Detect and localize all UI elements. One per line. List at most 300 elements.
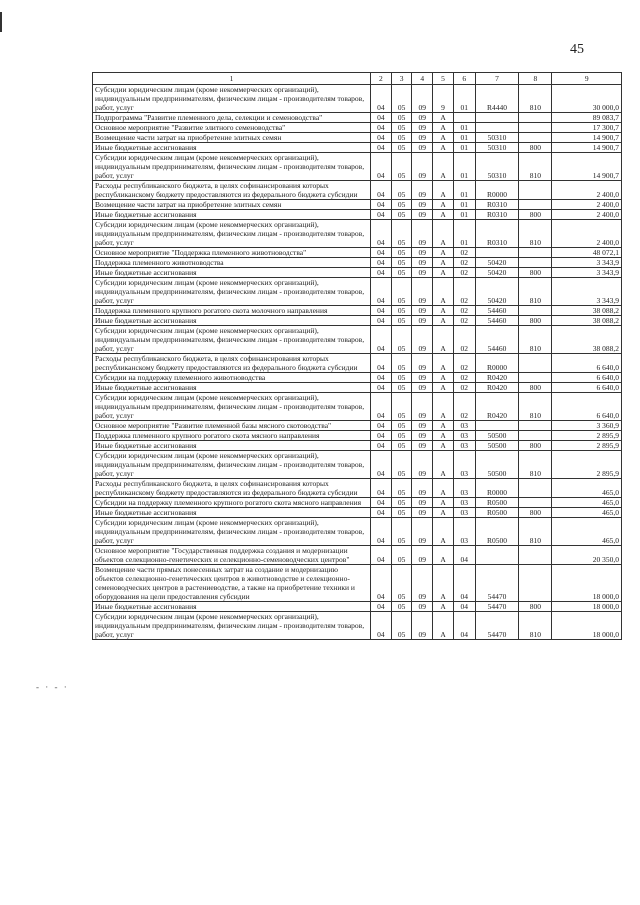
- row-code-2: 04: [370, 220, 391, 248]
- row-description: Субсидии юридическим лицам (кроме некоммерческих организаций), индивидуальным предпринимателям, физическим лицам - производителям товаров, работ, услуг: [93, 278, 371, 306]
- table-row: [93, 383, 622, 393]
- row-code-3: 05: [391, 123, 412, 133]
- row-amount: 48 072,1: [552, 248, 622, 258]
- row-code-3: 05: [391, 113, 412, 123]
- row-code-6: 04: [453, 546, 475, 565]
- row-amount: 465,0: [552, 479, 622, 498]
- row-code-6: 03: [453, 479, 475, 498]
- row-code-5: А: [433, 602, 454, 612]
- row-code-8: 810: [519, 278, 552, 306]
- row-description: Иные бюджетные ассигнования: [93, 383, 371, 393]
- row-code-6: 01: [453, 220, 475, 248]
- row-code-7: 50310: [475, 143, 519, 153]
- row-amount: 38 088,2: [552, 316, 622, 326]
- row-amount: 465,0: [552, 518, 622, 546]
- table-row: [93, 200, 622, 210]
- row-code-8: [519, 546, 552, 565]
- row-code-3: 05: [391, 421, 412, 431]
- row-code-2: 04: [370, 602, 391, 612]
- row-code-7: R0420: [475, 393, 519, 421]
- row-code-6: 02: [453, 393, 475, 421]
- row-code-6: 02: [453, 373, 475, 383]
- row-description: Поддержка племенного крупного рогатого скота мясного направления: [93, 431, 371, 441]
- row-code-3: 05: [391, 518, 412, 546]
- row-code-6: 01: [453, 153, 475, 181]
- table-row: [93, 85, 622, 113]
- row-code-3: 05: [391, 316, 412, 326]
- table-row: [93, 602, 622, 612]
- row-code-7: 50420: [475, 278, 519, 306]
- scan-edge-mark: [0, 12, 2, 32]
- row-code-5: А: [433, 498, 454, 508]
- row-code-6: 02: [453, 306, 475, 316]
- row-amount: 6 640,0: [552, 393, 622, 421]
- row-amount: 2 895,9: [552, 441, 622, 451]
- row-code-7: 50420: [475, 268, 519, 278]
- row-code-8: [519, 258, 552, 268]
- row-code-7: R4440: [475, 85, 519, 113]
- table-row: [93, 546, 622, 565]
- row-code-5: А: [433, 546, 454, 565]
- row-code-2: 04: [370, 431, 391, 441]
- header-cell-6: 6: [453, 73, 475, 85]
- row-code-6: 01: [453, 200, 475, 210]
- page-number: 45: [570, 42, 584, 57]
- row-code-2: 04: [370, 383, 391, 393]
- row-code-7: R0310: [475, 210, 519, 220]
- row-code-4: 09: [412, 508, 433, 518]
- table-row: [93, 508, 622, 518]
- row-code-3: 05: [391, 268, 412, 278]
- row-code-3: 05: [391, 508, 412, 518]
- row-code-4: 09: [412, 383, 433, 393]
- budget-table: [92, 72, 622, 640]
- row-code-4: 09: [412, 248, 433, 258]
- row-amount: 89 083,7: [552, 113, 622, 123]
- row-code-5: А: [433, 383, 454, 393]
- row-amount: 3 343,9: [552, 278, 622, 306]
- row-code-8: 810: [519, 220, 552, 248]
- row-code-8: 800: [519, 316, 552, 326]
- row-amount: 6 640,0: [552, 373, 622, 383]
- row-code-2: 04: [370, 508, 391, 518]
- row-code-7: [475, 248, 519, 258]
- row-code-3: 05: [391, 393, 412, 421]
- row-code-4: 09: [412, 181, 433, 200]
- row-code-6: 01: [453, 143, 475, 153]
- row-code-2: 04: [370, 306, 391, 316]
- table-row: [93, 326, 622, 354]
- row-code-6: 03: [453, 451, 475, 479]
- row-code-8: [519, 306, 552, 316]
- table-row: [93, 479, 622, 498]
- row-code-3: 05: [391, 612, 412, 640]
- table-row: [93, 441, 622, 451]
- table-row: [93, 518, 622, 546]
- row-code-4: 09: [412, 546, 433, 565]
- row-code-2: 04: [370, 546, 391, 565]
- row-code-7: R0500: [475, 498, 519, 508]
- row-code-5: А: [433, 258, 454, 268]
- row-description: Расходы республиканского бюджета, в целях софинансирования которых республиканскому бюджету предоставляются из федерального бюджета субсидии: [93, 181, 371, 200]
- row-code-3: 05: [391, 479, 412, 498]
- row-code-7: 54470: [475, 565, 519, 602]
- row-code-4: 09: [412, 153, 433, 181]
- row-code-2: 04: [370, 123, 391, 133]
- row-code-7: R0000: [475, 479, 519, 498]
- row-code-3: 05: [391, 326, 412, 354]
- table-row: [93, 220, 622, 248]
- row-description: Расходы республиканского бюджета, в целях софинансирования которых республиканскому бюджету предоставляются из федерального бюджета субсидии: [93, 479, 371, 498]
- row-code-2: 04: [370, 441, 391, 451]
- row-code-7: 54460: [475, 326, 519, 354]
- row-code-5: А: [433, 373, 454, 383]
- row-code-2: 04: [370, 200, 391, 210]
- row-code-7: R0000: [475, 181, 519, 200]
- row-amount: 2 895,9: [552, 431, 622, 441]
- row-code-5: А: [433, 421, 454, 431]
- margin-mark: - · - ·: [36, 682, 69, 692]
- row-code-8: 800: [519, 268, 552, 278]
- row-amount: 2 400,0: [552, 181, 622, 200]
- row-amount: 18 000,0: [552, 565, 622, 602]
- row-code-2: 04: [370, 393, 391, 421]
- row-description: Субсидии юридическим лицам (кроме некоммерческих организаций), индивидуальным предпринимателям, физическим лицам - производителям товаров, работ, услуг: [93, 393, 371, 421]
- header-cell-1: 1: [93, 73, 371, 85]
- row-code-6: 03: [453, 508, 475, 518]
- row-code-7: [475, 421, 519, 431]
- row-code-2: 04: [370, 258, 391, 268]
- row-code-4: 09: [412, 268, 433, 278]
- row-description: Субсидии юридическим лицам (кроме некоммерческих организаций), индивидуальным предпринимателям, физическим лицам - производителям товаров, работ, услуг: [93, 153, 371, 181]
- row-code-7: [475, 113, 519, 123]
- row-description: Поддержка племенного крупного рогатого скота молочного направления: [93, 306, 371, 316]
- row-code-3: 05: [391, 306, 412, 316]
- row-code-2: 04: [370, 248, 391, 258]
- row-description: Основное мероприятие "Развитие племенной базы мясного скотоводства": [93, 421, 371, 431]
- row-code-4: 09: [412, 354, 433, 373]
- row-code-8: 800: [519, 602, 552, 612]
- table-row: [93, 258, 622, 268]
- table-row: [93, 181, 622, 200]
- row-code-2: 04: [370, 181, 391, 200]
- row-amount: 2 400,0: [552, 210, 622, 220]
- row-amount: 6 640,0: [552, 383, 622, 393]
- row-code-2: 04: [370, 498, 391, 508]
- row-code-7: R0500: [475, 508, 519, 518]
- row-code-2: 04: [370, 153, 391, 181]
- row-code-3: 05: [391, 85, 412, 113]
- row-code-7: [475, 546, 519, 565]
- row-description: Иные бюджетные ассигнования: [93, 143, 371, 153]
- row-amount: 2 400,0: [552, 200, 622, 210]
- row-code-2: 04: [370, 479, 391, 498]
- row-code-8: 810: [519, 612, 552, 640]
- row-code-3: 05: [391, 354, 412, 373]
- row-code-5: А: [433, 143, 454, 153]
- row-code-4: 09: [412, 393, 433, 421]
- row-code-3: 05: [391, 210, 412, 220]
- row-code-4: 09: [412, 306, 433, 316]
- row-code-4: 09: [412, 200, 433, 210]
- row-code-2: 04: [370, 210, 391, 220]
- row-code-7: R0420: [475, 383, 519, 393]
- row-code-7: 50500: [475, 441, 519, 451]
- row-code-7: 54470: [475, 602, 519, 612]
- row-code-4: 09: [412, 479, 433, 498]
- header-cell-3: 3: [391, 73, 412, 85]
- row-description: Субсидии на поддержку племенного крупного рогатого скота мясного направления: [93, 498, 371, 508]
- row-code-3: 05: [391, 143, 412, 153]
- row-code-2: 04: [370, 268, 391, 278]
- row-code-4: 09: [412, 326, 433, 354]
- row-code-7: 50310: [475, 133, 519, 143]
- row-amount: 465,0: [552, 508, 622, 518]
- row-code-3: 05: [391, 278, 412, 306]
- row-description: Иные бюджетные ассигнования: [93, 268, 371, 278]
- table-row: [93, 306, 622, 316]
- row-code-8: [519, 479, 552, 498]
- row-code-8: 810: [519, 451, 552, 479]
- row-code-5: А: [433, 278, 454, 306]
- row-code-2: 04: [370, 85, 391, 113]
- row-amount: 14 900,7: [552, 153, 622, 181]
- row-code-2: 04: [370, 143, 391, 153]
- row-amount: 6 640,0: [552, 354, 622, 373]
- row-description: Поддержка племенного животноводства: [93, 258, 371, 268]
- row-code-6: 02: [453, 248, 475, 258]
- row-code-6: 02: [453, 326, 475, 354]
- row-code-4: 09: [412, 421, 433, 431]
- row-code-8: [519, 113, 552, 123]
- row-code-7: 50500: [475, 431, 519, 441]
- row-description: Субсидии юридическим лицам (кроме некоммерческих организаций), индивидуальным предпринимателям, физическим лицам - производителям товаров, работ, услуг: [93, 451, 371, 479]
- row-code-3: 05: [391, 498, 412, 508]
- row-description: Основное мероприятие "Развитие элитного семеноводства": [93, 123, 371, 133]
- table-row: [93, 153, 622, 181]
- row-code-4: 09: [412, 441, 433, 451]
- row-description: Субсидии на поддержку племенного животноводства: [93, 373, 371, 383]
- row-amount: 3 360,9: [552, 421, 622, 431]
- row-code-6: 01: [453, 123, 475, 133]
- row-description: Расходы республиканского бюджета, в целях софинансирования которых республиканскому бюджету предоставляются из федерального бюджета субсидии: [93, 354, 371, 373]
- row-code-6: 03: [453, 421, 475, 431]
- row-code-7: 54470: [475, 612, 519, 640]
- row-amount: 38 088,2: [552, 326, 622, 354]
- row-code-4: 09: [412, 85, 433, 113]
- row-description: Субсидии юридическим лицам (кроме некоммерческих организаций), индивидуальным предпринимателям, физическим лицам - производителям товаров, работ, услуг: [93, 518, 371, 546]
- row-amount: 2 895,9: [552, 451, 622, 479]
- row-code-5: А: [433, 113, 454, 123]
- row-code-2: 04: [370, 612, 391, 640]
- row-amount: 14 900,7: [552, 133, 622, 143]
- row-code-2: 04: [370, 373, 391, 383]
- table-row: [93, 421, 622, 431]
- row-code-6: 03: [453, 431, 475, 441]
- row-description: Иные бюджетные ассигнования: [93, 441, 371, 451]
- row-amount: 3 343,9: [552, 268, 622, 278]
- row-code-5: А: [433, 393, 454, 421]
- row-code-8: [519, 133, 552, 143]
- row-code-6: 04: [453, 565, 475, 602]
- row-code-8: 800: [519, 383, 552, 393]
- row-code-2: 04: [370, 565, 391, 602]
- row-code-5: А: [433, 451, 454, 479]
- row-code-6: 01: [453, 133, 475, 143]
- header-cell-7: 7: [475, 73, 519, 85]
- row-code-3: 05: [391, 441, 412, 451]
- row-code-2: 04: [370, 326, 391, 354]
- row-code-7: 54460: [475, 316, 519, 326]
- table-row: [93, 393, 622, 421]
- row-code-6: 04: [453, 612, 475, 640]
- row-code-8: [519, 373, 552, 383]
- row-code-3: 05: [391, 373, 412, 383]
- table-header-row: [93, 73, 622, 85]
- table-row: [93, 498, 622, 508]
- row-amount: 14 900,7: [552, 143, 622, 153]
- row-description: Основное мероприятие "Государственная поддержка создания и модернизации объектов селекционно-генетических и селекционно-семеноводческих центров": [93, 546, 371, 565]
- row-code-2: 04: [370, 354, 391, 373]
- row-code-5: А: [433, 181, 454, 200]
- table-row: [93, 316, 622, 326]
- row-code-8: 800: [519, 508, 552, 518]
- table-row: [93, 143, 622, 153]
- table-row: [93, 278, 622, 306]
- row-code-7: R0420: [475, 373, 519, 383]
- row-code-5: А: [433, 479, 454, 498]
- row-code-6: 02: [453, 383, 475, 393]
- table-row: [93, 451, 622, 479]
- row-code-6: 04: [453, 602, 475, 612]
- row-code-5: А: [433, 210, 454, 220]
- row-description: Субсидии юридическим лицам (кроме некоммерческих организаций), индивидуальным предпринимателям, физическим лицам - производителям товаров, работ, услуг: [93, 85, 371, 113]
- row-code-4: 09: [412, 612, 433, 640]
- table-row: [93, 123, 622, 133]
- table-row: [93, 248, 622, 258]
- row-code-4: 09: [412, 133, 433, 143]
- row-amount: 18 000,0: [552, 612, 622, 640]
- row-code-4: 09: [412, 278, 433, 306]
- header-cell-9: 9: [552, 73, 622, 85]
- row-code-5: А: [433, 220, 454, 248]
- row-amount: 30 000,0: [552, 85, 622, 113]
- row-code-3: 05: [391, 133, 412, 143]
- row-code-5: А: [433, 354, 454, 373]
- row-code-7: R0310: [475, 200, 519, 210]
- row-code-7: R0310: [475, 220, 519, 248]
- row-code-7: R0500: [475, 518, 519, 546]
- row-description: Иные бюджетные ассигнования: [93, 316, 371, 326]
- row-code-4: 09: [412, 113, 433, 123]
- header-cell-8: 8: [519, 73, 552, 85]
- row-code-5: А: [433, 268, 454, 278]
- row-code-3: 05: [391, 546, 412, 565]
- row-code-8: 810: [519, 518, 552, 546]
- row-code-8: 810: [519, 153, 552, 181]
- row-code-8: [519, 181, 552, 200]
- row-code-3: 05: [391, 258, 412, 268]
- row-code-5: А: [433, 316, 454, 326]
- row-description: Иные бюджетные ассигнования: [93, 602, 371, 612]
- row-code-5: А: [433, 248, 454, 258]
- row-code-5: А: [433, 153, 454, 181]
- row-code-8: [519, 200, 552, 210]
- row-code-3: 05: [391, 565, 412, 602]
- row-code-5: А: [433, 326, 454, 354]
- row-code-5: 9: [433, 85, 454, 113]
- row-amount: 2 400,0: [552, 220, 622, 248]
- row-code-5: А: [433, 441, 454, 451]
- row-code-8: 810: [519, 326, 552, 354]
- row-code-4: 09: [412, 123, 433, 133]
- row-description: Субсидии юридическим лицам (кроме некоммерческих организаций), индивидуальным предпринимателям, физическим лицам - производителям товаров, работ, услуг: [93, 326, 371, 354]
- row-code-2: 04: [370, 451, 391, 479]
- row-code-8: [519, 498, 552, 508]
- header-cell-5: 5: [433, 73, 454, 85]
- row-description: Возмещение части прямых понесенных затрат на создание и модернизацию объектов селекционно-генетических центров в животноводстве и селекционно-семеноводческих центров в растениеводстве, а также на приобретение техники и оборудования на цели предоставления субсидии: [93, 565, 371, 602]
- row-code-4: 09: [412, 258, 433, 268]
- row-code-4: 09: [412, 498, 433, 508]
- row-code-3: 05: [391, 451, 412, 479]
- row-code-6: 01: [453, 210, 475, 220]
- row-code-8: [519, 421, 552, 431]
- row-code-5: А: [433, 200, 454, 210]
- row-code-8: [519, 123, 552, 133]
- row-code-4: 09: [412, 431, 433, 441]
- row-code-4: 09: [412, 565, 433, 602]
- row-code-3: 05: [391, 383, 412, 393]
- row-code-6: 02: [453, 258, 475, 268]
- row-description: Подпрограмма "Развитие племенного дела, селекции и семеноводства": [93, 113, 371, 123]
- row-code-8: 800: [519, 441, 552, 451]
- row-code-7: 54460: [475, 306, 519, 316]
- row-code-2: 04: [370, 278, 391, 306]
- row-code-7: R0000: [475, 354, 519, 373]
- row-code-2: 04: [370, 133, 391, 143]
- row-description: Иные бюджетные ассигнования: [93, 508, 371, 518]
- row-code-7: [475, 123, 519, 133]
- row-description: Основное мероприятие "Поддержка племенного животноводства": [93, 248, 371, 258]
- row-code-7: 50310: [475, 153, 519, 181]
- row-amount: 18 000,0: [552, 602, 622, 612]
- row-code-5: А: [433, 123, 454, 133]
- row-code-3: 05: [391, 602, 412, 612]
- row-code-8: [519, 565, 552, 602]
- row-amount: 465,0: [552, 498, 622, 508]
- row-code-6: 03: [453, 498, 475, 508]
- row-description: Субсидии юридическим лицам (кроме некоммерческих организаций), индивидуальным предпринимателям, физическим лицам - производителям товаров, работ, услуг: [93, 220, 371, 248]
- row-code-6: 03: [453, 441, 475, 451]
- row-code-3: 05: [391, 181, 412, 200]
- row-code-8: 800: [519, 143, 552, 153]
- table-row: [93, 354, 622, 373]
- row-amount: 3 343,9: [552, 258, 622, 268]
- row-code-2: 04: [370, 316, 391, 326]
- row-code-5: А: [433, 612, 454, 640]
- row-code-6: 01: [453, 85, 475, 113]
- row-code-5: А: [433, 565, 454, 602]
- row-amount: 38 088,2: [552, 306, 622, 316]
- row-code-5: А: [433, 518, 454, 546]
- row-code-4: 09: [412, 373, 433, 383]
- row-description: Субсидии юридическим лицам (кроме некоммерческих организаций), индивидуальным предпринимателям, физическим лицам - производителям товаров, работ, услуг: [93, 612, 371, 640]
- row-code-8: [519, 431, 552, 441]
- row-code-7: 50420: [475, 258, 519, 268]
- row-code-4: 09: [412, 316, 433, 326]
- row-code-6: 02: [453, 316, 475, 326]
- row-code-4: 09: [412, 210, 433, 220]
